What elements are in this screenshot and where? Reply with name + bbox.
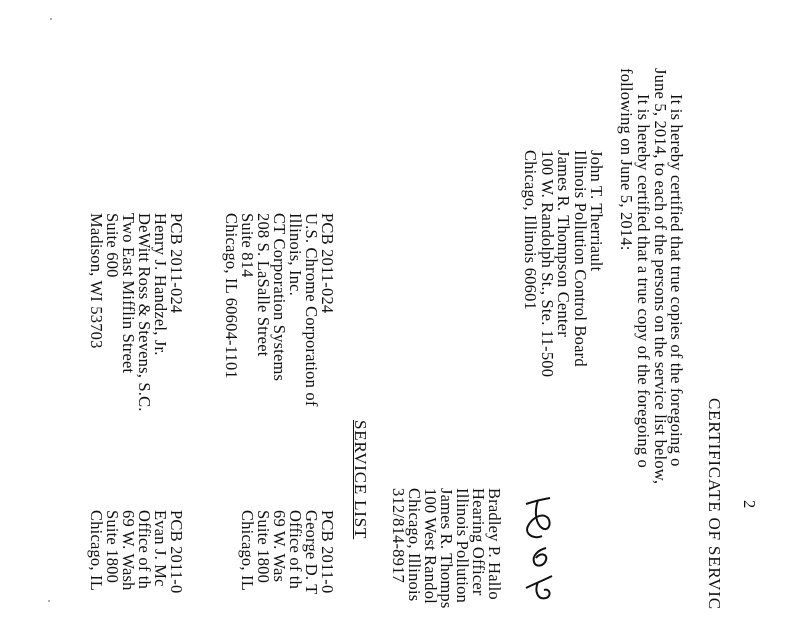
service-entry-line: PCB 2011-0 xyxy=(167,510,186,594)
recipient-line: Chicago, Illinois 60601 xyxy=(521,150,540,310)
signer-line: 312/814-8917 xyxy=(389,488,408,583)
service-entry-line: Office of th xyxy=(135,510,154,590)
certificate-para1-line2: June 5, 2014, to each of the persons on the service list below, xyxy=(651,68,670,485)
signer-line: James R. Thomps xyxy=(437,488,456,609)
service-entry-line: Office of th xyxy=(286,510,305,590)
service-entry-line: Madison, WI 53703 xyxy=(87,213,106,349)
certificate-heading: CERTIFICATE OF SERVIC xyxy=(705,398,724,610)
service-entry-line: Suite 1800 xyxy=(254,510,273,584)
recipient-line: James R. Thompson Center xyxy=(554,150,573,337)
service-entry-line: 69 W. Wash xyxy=(119,510,138,591)
recipient-line: John T. Therriault xyxy=(587,150,606,272)
service-entry-line: Chicago, IL xyxy=(87,510,106,592)
service-entry-line: Chicago, IL xyxy=(238,510,257,592)
service-entry-line: Suite 814 xyxy=(238,213,257,278)
service-entry-line: PCB 2011-024 xyxy=(167,213,186,314)
service-entry-line: Suite 600 xyxy=(103,213,122,278)
service-entry-line: DeWitt Ross & Stevens, S.C. xyxy=(135,213,154,412)
service-entry-line: 208 S. LaSalle Street xyxy=(254,213,273,357)
service-entry-line: U.S. Chrome Corporation of xyxy=(302,213,321,407)
service-list-heading: SERVICE LIST xyxy=(351,420,370,540)
service-entry-line: George D. T xyxy=(302,510,321,595)
signer-line: Bradley P. Hallo xyxy=(485,488,504,600)
service-entry-line: CT Corporation Systems xyxy=(270,213,289,382)
certificate-para1-line1: It is hereby certified that true copies of the foregoing o xyxy=(667,94,686,467)
service-entry-line: Two East Mifflin Street xyxy=(119,213,138,374)
service-entry-line: 69 W. Was xyxy=(270,510,289,583)
recipient-line: 100 W. Randolph St., Ste. 11-500 xyxy=(538,150,557,378)
signer-line: Chicago, Illinois xyxy=(405,488,424,602)
signer-line: Illinois Pollution xyxy=(453,488,472,603)
signature xyxy=(508,488,560,618)
service-entry-line: Suite 1800 xyxy=(103,510,122,584)
service-entry-line: Chicago, IL 60604-1101 xyxy=(222,213,241,379)
service-entry-line: Illinois, Inc. xyxy=(286,213,305,296)
scan-speck xyxy=(48,600,50,602)
certificate-para2-line1: It is hereby certified that a true copy of the foregoing o xyxy=(634,94,653,469)
page-number: 2 xyxy=(740,500,759,509)
signer-line: 100 West Randol xyxy=(421,488,440,604)
service-entry-line: Henry J. Handzel, Jr. xyxy=(151,213,170,356)
service-entry-line: PCB 2011-0 xyxy=(318,510,337,594)
recipient-line: Illinois Pollution Control Board xyxy=(571,150,590,367)
service-entry-line: Evan J. Mc xyxy=(151,510,170,587)
scan-speck xyxy=(50,18,52,20)
service-entry-line: PCB 2011-024 xyxy=(318,213,337,314)
certificate-para2-line2: following on June 5, 2014: xyxy=(617,68,636,251)
signer-line: Hearing Officer xyxy=(469,488,488,596)
